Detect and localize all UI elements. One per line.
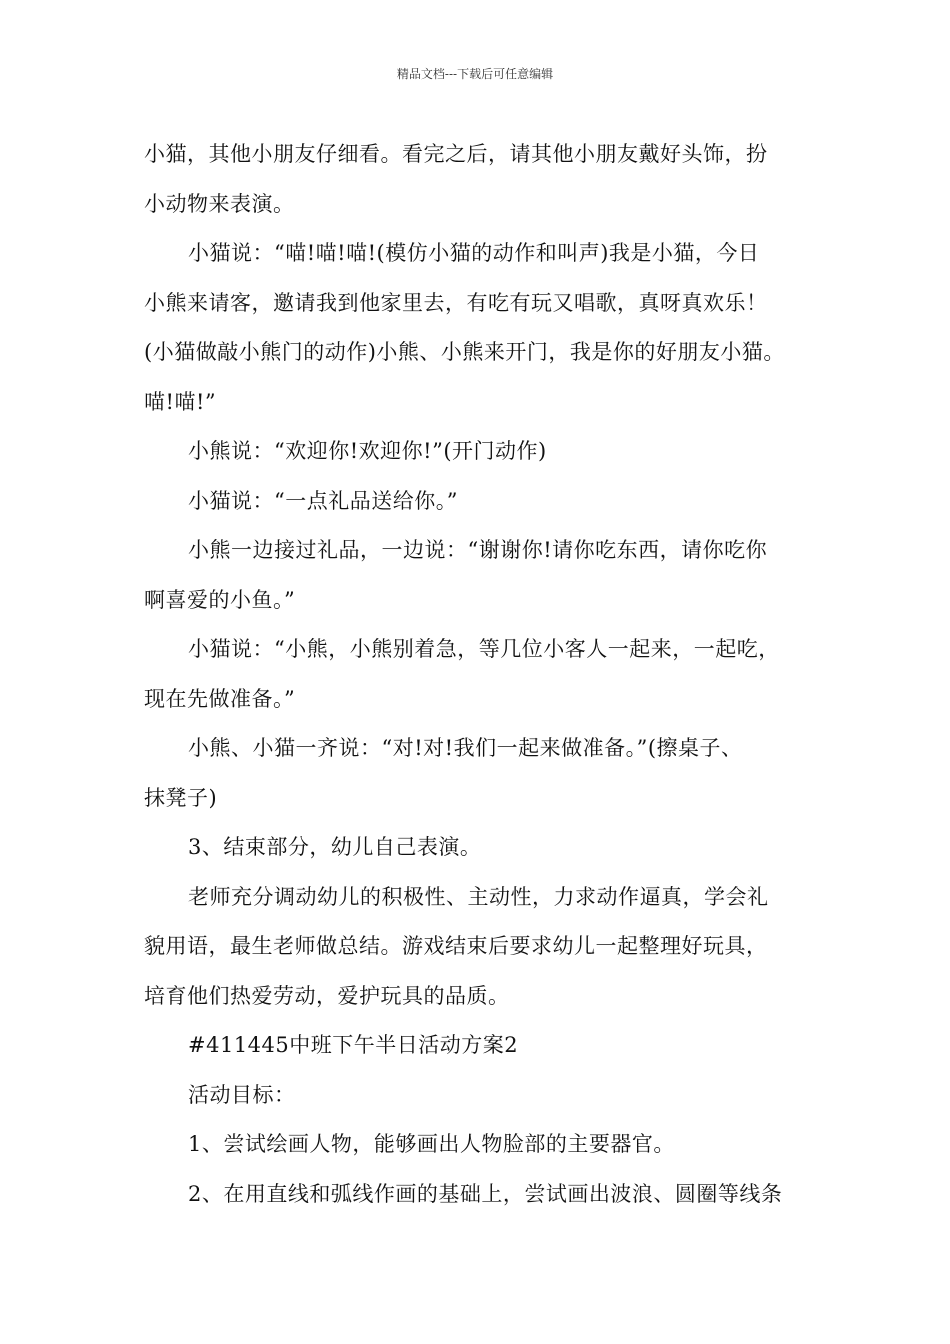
text-line: 貌用语，最生老师做总结。游戏结束后要求幼儿一起整理好玩具，: [144, 934, 768, 958]
text-line: 活动目标：: [188, 1082, 296, 1107]
document-body: [144, 130, 824, 1219]
text-line: 小熊一边接过礼品，一边说：“谢谢你!请你吃东西，请你吃你: [188, 538, 768, 562]
text-line: 现在先做准备。”: [144, 686, 296, 711]
text-line: 小猫说：“一点礼品送给你。”: [188, 488, 458, 513]
text-line: 培育他们热爱劳动，爱护玩具的品质。: [144, 983, 510, 1008]
text-line: 啊喜爱的小鱼。”: [144, 587, 296, 612]
text-line: 小熊说：“欢迎你!欢迎你!”(开门动作): [188, 439, 547, 463]
text-line: 喵!喵!”: [144, 389, 217, 414]
text-line: 老师充分调动幼儿的积极性、主动性，力求动作逼真，学会礼: [188, 884, 769, 909]
text-line: 小猫说：“喵!喵!喵!(模仿小猫的动作和叫声)我是小猫，今日: [188, 241, 760, 265]
text-line: (小猫做敲小熊门的动作)小熊、小熊来开门，我是你的好朋友小猫。: [144, 340, 785, 364]
page-header: 精品文档---下载后可任意编辑: [396, 67, 554, 81]
text-line: 小熊、小猫一齐说：“对!对!我们一起来做准备。”(擦桌子、: [188, 736, 743, 760]
text-line: 小猫说：“小熊，小熊别着急，等几位小客人一起来，一起吃，: [188, 637, 780, 661]
text-line: 3、结束部分，幼儿自己表演。: [188, 835, 482, 859]
text-line: #411445中班下午半日活动方案2: [188, 1033, 519, 1057]
text-line: 小动物来表演。: [144, 191, 295, 216]
text-line: 小猫，其他小朋友仔细看。看完之后，请其他小朋友戴好头饰，扮: [144, 142, 768, 166]
text-line: 小熊来请客，邀请我到他家里去，有吃有玩又唱歌，真呀真欢乐！: [144, 290, 768, 315]
text-line: 抹凳子): [144, 785, 218, 810]
text-line: 2、在用直线和弧线作画的基础上，尝试画出波浪、圆圈等线条: [188, 1181, 783, 1206]
text-line: 1、尝试绘画人物，能够画出人物脸部的主要器官。: [188, 1132, 675, 1156]
